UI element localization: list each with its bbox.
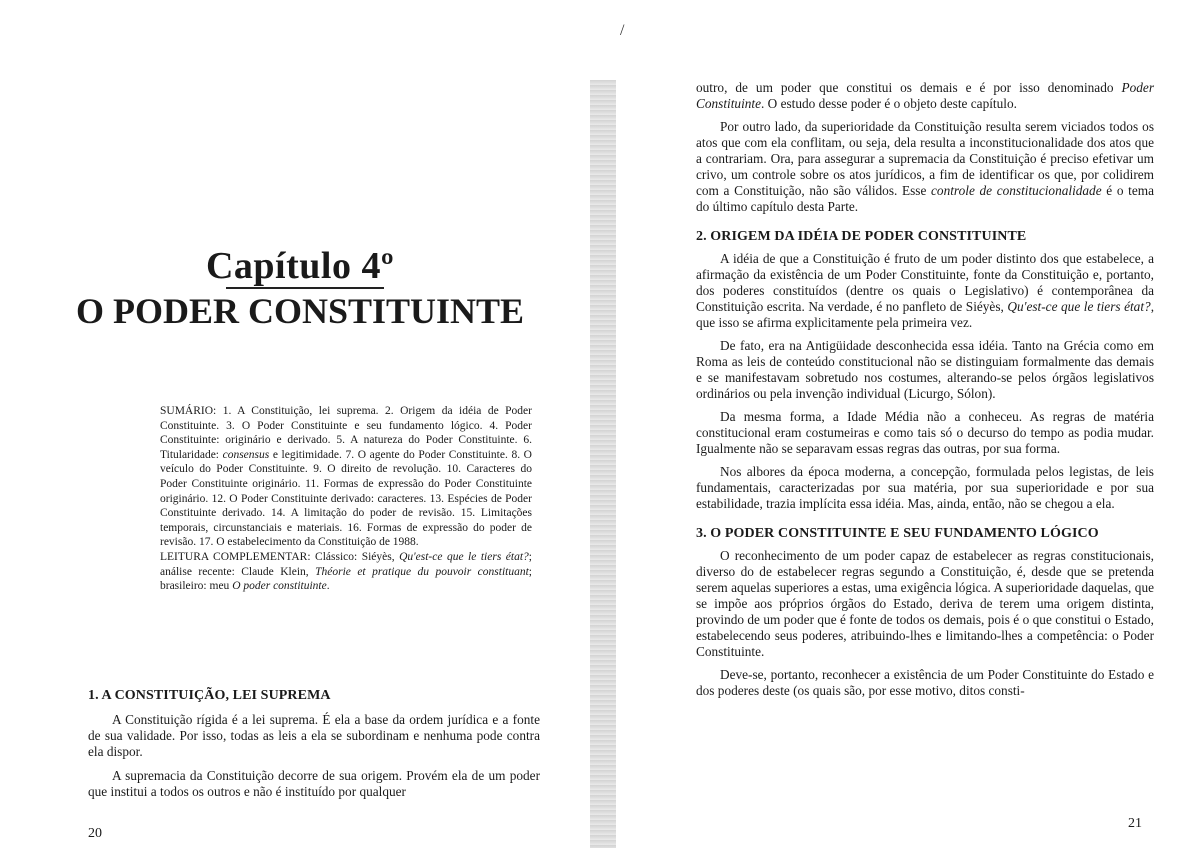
section-heading-1: 1. A CONSTITUIÇÃO, LEI SUPREMA (88, 688, 331, 703)
section-2-paragraph-2: De fato, era na Antigüidade desconhecida essa idéia. Tanto na Grécia como em Roma as leis de conteúdo constitucional não se distinguiam formalmente das demais e se manifestavam sobretudo nos costumes, alterando-se pelos órgãos legislativos ordinários ou pela invenção individual (Licurgo, Sólon). (696, 338, 1154, 401)
text-run: , que isso se afirma explicitamente pela primeira vez. (696, 299, 1155, 330)
reading-recent-title: Théorie et pratique du pouvoir constituant (315, 565, 529, 578)
reading-text-1: ; análise recente: Claude Klein, (160, 550, 532, 578)
page-number-left: 20 (88, 826, 102, 841)
section-1-paragraph-2: A supremacia da Constituição decorre de sua origem. Provém ela de um poder que institui a todos os outros e não é instituído por qualquer (88, 768, 540, 799)
text-run: A idéia de que a Constituição é fruto de um poder distinto dos que estabelece, a afirmação da existência de um Poder Constituinte, fonte da Constituição e, portanto, dos poderes constituídos (dentre os quais o Legislativo) é contemporânea da Constituição escrita. Na verdade, é no panfleto de Siéyès, (696, 251, 1154, 314)
right-page-body (696, 80, 1154, 706)
summary-contents (160, 404, 532, 550)
reading-classic-title: Qu'est-ce que le tiers état? (399, 550, 529, 563)
text-run: é o tema do último capítulo desta Parte. (696, 183, 1155, 214)
section-1 (88, 688, 540, 808)
italic-term: Qu'est-ce que le tiers état? (1007, 299, 1151, 314)
reading-text-2: ; brasileiro: meu (160, 565, 532, 593)
section-3-paragraph-1: O reconhecimento de um poder capaz de estabelecer as regras constitucionais, diverso do de estabelecer regras segundo a Constituição, é, desde que se pretenda serem aquelas superiores a estas, uma exigência lógica. A superioridade daquelas, que se impõe aos próprios órgãos do Estado, deriva de terem uma origem distinta, provindo de um poder que é fonte de todos os demais, pois é o que constitui o Estado, estabelecendo seus poderes, atribuindo-lhes e limitando-lhes a competência: o Poder Constituinte. (696, 548, 1154, 659)
continuation-paragraph (696, 80, 1154, 112)
paragraph-control (696, 119, 1154, 215)
text-run: Por outro lado, da superioridade da Constituição resulta serem viciados todos os atos que com ela conflitam, ou seja, dela resulta a inconstitucionalidade dos atos que a contrariam. Ora, para assegurar a supremacia da Constituição é preciso efetivar um crivo, um controle sobre os atos jurídicos, a fim de identificar os que, por colidirem com a Constituição, não são válidos. Esse (696, 119, 1154, 198)
italic-term: controle de constitucionalidade (931, 183, 1102, 198)
reading-label: LEITURA COMPLEMENTAR: Clássico: Siéyès, (160, 550, 400, 563)
section-heading-2: 2. ORIGEM DA IDÉIA DE PODER CONSTITUINTE (696, 229, 1027, 244)
section-heading-3: 3. O PODER CONSTITUINTE E SEU FUNDAMENTO LÓGICO (696, 526, 1099, 541)
section-1-paragraph-1: A Constituição rígida é a lei suprema. É ela a base da ordem jurídica e a fonte de sua validade. Por isso, todas as leis a ela se subordinam e nenhuma pode contra ela dispor. (88, 712, 540, 759)
chapter-title-underline (226, 287, 384, 289)
spine-mark: / (620, 22, 625, 39)
chapter-title: Capítulo 4º (205, 245, 395, 287)
section-2-paragraph-4: Nos albores da época moderna, a concepção, formulada pelos legistas, de leis fundamentais, caracterizadas por sua matéria, por sua superioridade e por sua estabilidade, trazia implícita essa idéia. Mas, ainda, então, não se chegou a ela. (696, 464, 1154, 511)
section-3-paragraph-2: Deve-se, portanto, reconhecer a existência de um Poder Constituinte do Estado e dos poderes deste (os quais são, por esse motivo, ditos consti- (696, 667, 1154, 698)
text-run: outro, de um poder que constitui os demais e é por isso denominado (696, 80, 1122, 95)
section-2-paragraph-1 (696, 251, 1154, 331)
text-run: . O estudo desse poder é o objeto deste capítulo. (761, 96, 1017, 111)
summary-text-2: e legitimidade. 7. O agente do Poder Constituinte. 8. O veículo do Poder Constituinte. 9. O direito de revolução. 10. Caracteres do Poder Constituinte originário. 11. Formas de expressão do Poder Constituinte originário. 12. O Poder Constituinte derivado: caracteres. 13. Espécies de Poder Constituinte derivado. 14. A limitação do poder de revisão. 15. Limitações temporais, circunstanciais e materiais. 16. Formas de expressão do poder de revisão. 17. O estabelecimento da Constituição de 1988. (160, 448, 532, 549)
italic-term: Poder Constituinte (696, 80, 1154, 111)
reading-end: . (326, 580, 330, 593)
complementary-reading (160, 550, 532, 594)
summary-italic-term: consensus (222, 448, 270, 461)
right-page (616, 0, 1200, 848)
chapter-summary (160, 404, 532, 594)
reading-brazil-title: O poder constituinte (232, 580, 327, 593)
page-number-right: 21 (1128, 816, 1142, 831)
chapter-heading: O PODER CONSTITUINTE (75, 291, 525, 331)
section-2-paragraph-3: Da mesma forma, a Idade Média não a conheceu. As regras de matéria constitucional eram costumeiras e como tais só o decurso do tempo as podia mudar. Igualmente não se separavam essas regras das outras, por sua forma. (696, 409, 1154, 456)
summary-text-1: SUMÁRIO: 1. A Constituição, lei suprema. 2. Origem da idéia de Poder Constituinte. 3. O Poder Constituinte e seu fundamento lógico. 4. Poder Constituinte: originário e derivado. 5. A natureza do Poder Constituinte. 6. Titularidade: (160, 405, 532, 461)
